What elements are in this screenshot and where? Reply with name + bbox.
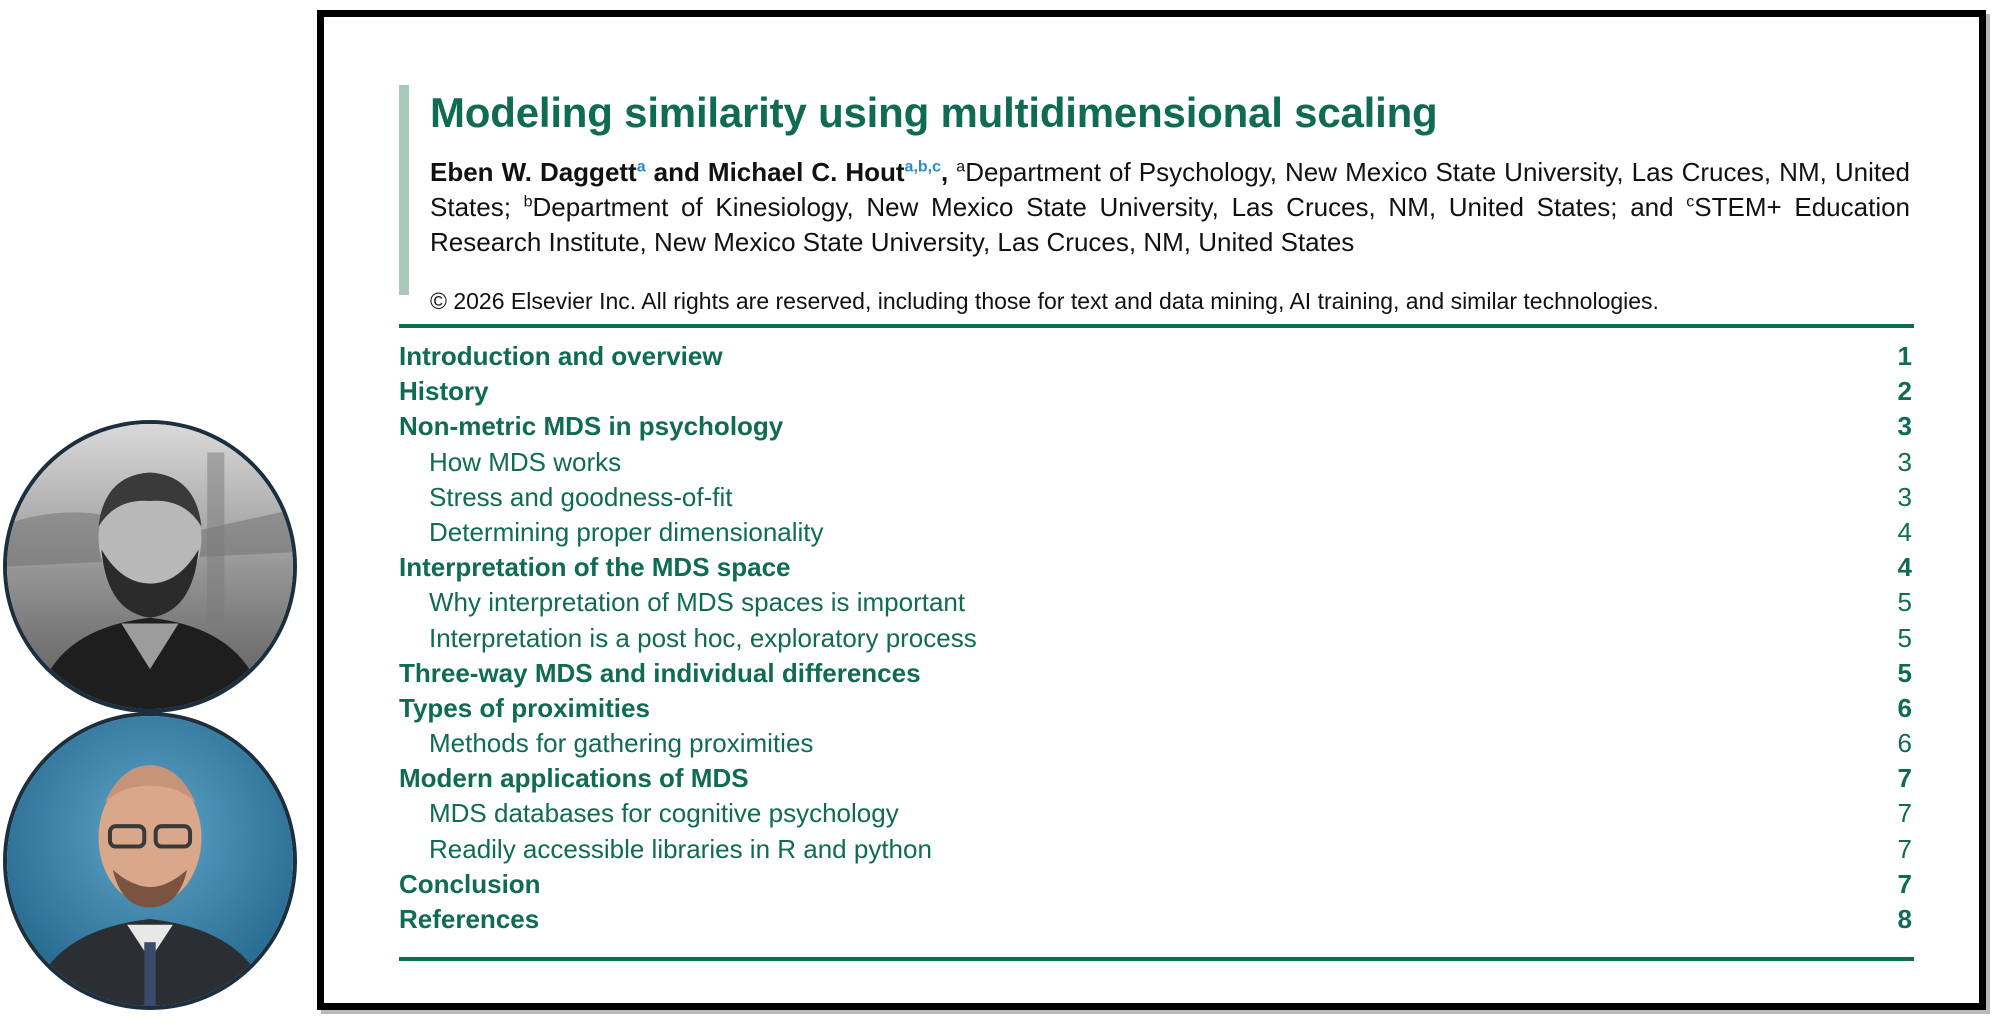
portrait-image [7,716,293,1006]
toc-section-link[interactable] [399,761,1914,796]
toc-subsection-link[interactable] [399,480,1914,515]
toc-entry-label: MDS databases for cognitive psychology [429,798,899,829]
author-photo-hout [3,712,297,1010]
toc-entry-label: History [399,376,489,407]
toc-entry-label: Non-metric MDS in psychology [399,411,784,442]
toc-entry-label: Interpretation is a post hoc, exploratory process [429,622,977,653]
affiliation-link[interactable]: a,b,c [904,158,942,176]
table-of-contents [399,339,1914,937]
toc-page-number: 1 [1897,341,1912,371]
toc-page-number: 3 [1897,411,1912,442]
toc-subsection-link[interactable] [399,621,1914,656]
toc-section-link[interactable] [399,339,1914,374]
toc-subsection-link[interactable] [399,832,1914,867]
affiliation-text: Department of Psychology, New Mexico State University, Las Cruces, NM, United States; [430,157,1911,222]
author-connector: and [645,157,708,187]
toc-entry-label: Introduction and overview [399,341,723,371]
divider-top [399,324,1914,328]
author-photo-daggett [3,420,297,713]
toc-page-number: 7 [1897,798,1912,829]
toc-page-number: 7 [1897,763,1912,794]
toc-entry-label: Readily accessible libraries in R and python [429,833,932,864]
toc-page-number: 5 [1897,587,1912,618]
affiliation-marker: a [956,158,966,176]
toc-subsection-link[interactable] [399,726,1914,761]
toc-entry-label: References [399,904,540,934]
author-name: Michael C. Hout [707,157,905,187]
toc-page-number: 6 [1897,692,1912,723]
toc-page-number: 3 [1897,481,1912,512]
article-header [399,85,1914,314]
article-title: Modeling similarity using multidimensional scaling [430,89,1438,136]
toc-section-link[interactable] [399,902,1914,937]
affiliation-link[interactable]: a [636,158,646,176]
toc-page-number: 3 [1897,446,1912,477]
copyright-notice: © 2026 Elsevier Inc. All rights are reserved, including those for text and data mining, AI training, and similar technologies. [430,288,1659,314]
author-comma: , [941,157,949,187]
affiliation-text: STEM+ Education Research Institute, New Mexico State University, Las Cruces, NM, United States [430,192,1911,257]
toc-subsection-link[interactable] [399,515,1914,550]
affiliation-marker: c [1686,193,1695,211]
toc-entry-label: How MDS works [429,446,622,477]
toc-entry-label: Conclusion [399,868,541,899]
toc-section-link[interactable] [399,374,1914,409]
toc-entry-label: Modern applications of MDS [399,763,749,794]
toc-page-number: 8 [1897,904,1912,934]
toc-subsection-link[interactable] [399,445,1914,480]
toc-entry-label: Methods for gathering proximities [429,728,814,759]
affiliation-text: Department of Kinesiology, New Mexico State University, Las Cruces, NM, United States; and [532,192,1687,222]
toc-page-number: 5 [1897,622,1912,653]
toc-entry-label: Three-way MDS and individual differences [399,657,921,688]
author-affiliation-block [430,155,1910,260]
toc-page-number: 4 [1897,552,1912,583]
toc-section-link[interactable] [399,550,1914,585]
divider-bottom [399,957,1914,961]
toc-entry-label: Why interpretation of MDS spaces is important [429,587,966,618]
toc-page-number: 6 [1897,728,1912,759]
toc-entry-label: Types of proximities [399,692,650,723]
toc-page-number: 7 [1897,868,1912,899]
toc-entry-label: Stress and goodness-of-fit [429,481,733,512]
toc-page-number: 7 [1897,833,1912,864]
document-frame [317,10,1986,1010]
toc-page-number: 2 [1897,376,1912,407]
toc-page-number: 5 [1897,657,1912,688]
toc-subsection-link[interactable] [399,585,1914,620]
portrait-image [7,424,293,709]
author-name: Eben W. Daggett [430,157,637,187]
toc-section-link[interactable] [399,409,1914,444]
toc-subsection-link[interactable] [399,796,1914,831]
toc-section-link[interactable] [399,691,1914,726]
toc-section-link[interactable] [399,656,1914,691]
toc-section-link[interactable] [399,867,1914,902]
affiliation-marker: b [523,193,533,211]
toc-entry-label: Interpretation of the MDS space [399,552,791,583]
toc-page-number: 4 [1897,516,1912,547]
toc-entry-label: Determining proper dimensionality [429,516,824,547]
